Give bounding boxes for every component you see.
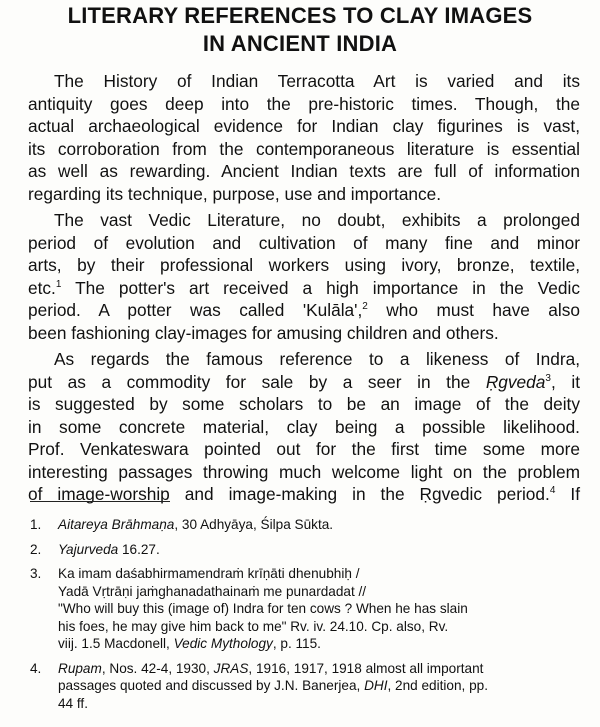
text-line: regarding its technique, purpose, use and importance. <box>28 183 442 204</box>
text-line: Prof. Venkateswara pointed out for the first time some more <box>28 439 580 459</box>
citation-detail: , p. 115. <box>272 636 321 651</box>
citation-detail: , 1916, 1917, 1918 almost all important <box>248 660 484 676</box>
footnote-line: "Who will buy this (image of) Indra for ten cows ? When he has slain <box>58 601 468 616</box>
text-line <box>28 371 580 394</box>
text-line: been fashioning clay-images for amusing children and others. <box>28 322 499 343</box>
text-line: interesting passages throwing much welcome light on the problem <box>28 461 580 482</box>
footnote-line <box>58 541 582 559</box>
footnote-line <box>58 635 582 653</box>
footnote-3 <box>30 565 582 653</box>
text-line <box>28 277 580 300</box>
footnote-ref-3[interactable]: 3 <box>545 372 551 384</box>
footnote-number: 1. <box>30 517 42 532</box>
citation-detail: , Nos. 42-4, 1930, <box>101 660 214 676</box>
footnote-number: 2. <box>30 541 42 557</box>
citation-title: Rupam <box>58 660 102 676</box>
text-fragment: put as a commodity for sale by a seer in the <box>28 371 471 392</box>
text-line: antiquity goes deep into the pre-historic times. Though, the <box>28 93 580 114</box>
text-line: The vast Vedic Literature, no doubt, exhibits a prolonged <box>54 210 580 230</box>
footnote-ref-4[interactable]: 4 <box>549 485 556 497</box>
footnote-divider <box>30 501 170 502</box>
paragraph-1 <box>28 70 580 205</box>
footnote-number: 4. <box>30 660 42 676</box>
paragraph-3 <box>28 348 580 506</box>
footnote-line: his foes, he may give him back to me" Rv. iv. 24.10. Cp. also, Rv. <box>58 618 449 634</box>
footnote-line: Yadā Vṛtrāṇi jaṁghanadathainaṁ me punardadat // <box>58 583 367 599</box>
citation-detail: 16.27. <box>118 541 160 557</box>
footnote-line: 44 ff. <box>58 695 88 711</box>
citation-title: DHI <box>364 678 388 693</box>
citation-detail: passages quoted and discussed by J.N. Banerjea, <box>58 678 365 693</box>
text-line: period of evolution and cultivation of many fine and minor <box>28 232 580 253</box>
text-line: arts, by their professional workers using ivory, bronze, textile, <box>28 255 580 275</box>
text-line: its corroboration from the contemporaneous literature is essential <box>28 138 580 159</box>
text-fragment: If <box>570 484 580 504</box>
chapter-title <box>8 2 592 58</box>
citation-detail: , 30 Adhyāya, Śilpa Sūkta. <box>174 517 334 532</box>
text-line <box>28 299 580 322</box>
footnote-2 <box>30 541 582 559</box>
text-fragment: of image-worship and image-making in the Ṛgvedic period. <box>28 484 550 504</box>
text-line: As regards the famous reference to a likeness of Indra, <box>54 349 580 369</box>
text-line: is suggested by some scholars to be an image of the deity <box>28 394 580 414</box>
text-fragment: who must have also <box>386 300 580 320</box>
footnote-ref-2[interactable]: 2 <box>362 301 368 313</box>
footnote-number: 3. <box>30 566 42 581</box>
footnote-line: Ka imam daśabhirmamendraṁ krīṇāti dhenubhiḥ / <box>58 566 360 581</box>
citation-detail: viij. 1.5 Macdonell, <box>58 636 174 651</box>
citation-title: JRAS <box>213 660 249 676</box>
text-fragment: etc. <box>28 277 56 298</box>
citation-title: Yajurveda <box>58 541 119 557</box>
text-line: The History of Indian Terracotta Art is varied and its <box>54 71 580 91</box>
text-fragment: , it <box>550 371 580 392</box>
text-fragment: period. A potter was called 'Kulāla', <box>28 300 363 320</box>
footnote-ref-1[interactable]: 1 <box>55 278 62 290</box>
citation-detail: , 2nd edition, pp. <box>387 678 489 693</box>
paragraph-2 <box>28 209 580 344</box>
text-line <box>28 483 580 506</box>
citation-title: Vedic Mythology <box>173 636 273 651</box>
rgveda-title: Ṛgveda <box>485 371 546 392</box>
footnote-4 <box>30 660 582 713</box>
chapter-title-line-2: IN ANCIENT INDIA <box>202 31 398 56</box>
footnote-line <box>58 516 582 534</box>
chapter-title-line-1: LITERARY REFERENCES TO CLAY IMAGES <box>67 3 533 28</box>
footnote-1 <box>30 516 582 534</box>
text-fragment: The potter's art received a high importance in the Vedic <box>75 277 580 298</box>
text-line: actual archaeological evidence for Indian clay figurines is vast, <box>28 116 580 136</box>
footnote-line <box>58 660 582 678</box>
citation-title: Aitareya Brāhmaṇa <box>58 517 175 532</box>
text-line: in some concrete material, clay being a possible likelihood. <box>28 416 580 437</box>
body-text <box>28 70 580 510</box>
footnotes <box>30 516 582 719</box>
footnote-line <box>58 677 582 695</box>
text-line: as well as rewarding. Ancient Indian texts are full of information <box>28 161 580 181</box>
